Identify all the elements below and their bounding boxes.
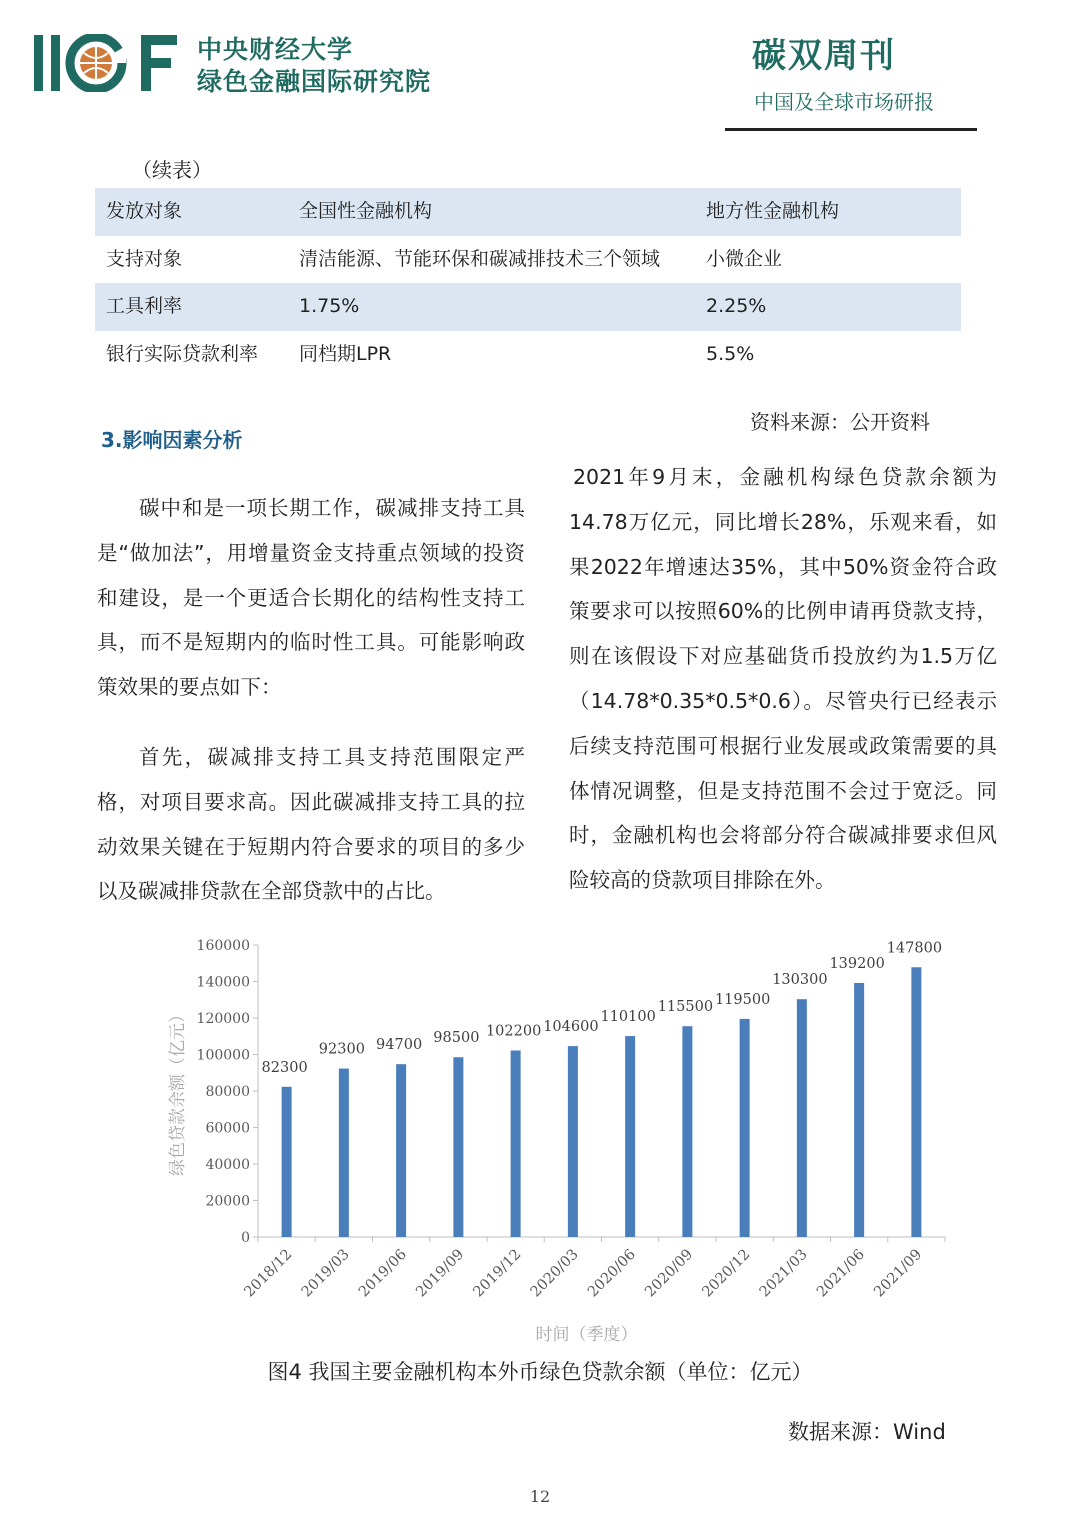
logo-bar-2 xyxy=(51,35,60,91)
x-tick-label: 2021/06 xyxy=(814,1246,868,1301)
institution-name-line1: 中央财经大学 xyxy=(197,35,354,64)
chart-bar xyxy=(282,1087,292,1237)
green-loan-bar-chart xyxy=(155,928,955,1348)
chart-bar xyxy=(625,1036,635,1237)
table-cell: 支持对象 xyxy=(106,247,183,270)
data-label: 92300 xyxy=(318,1041,365,1058)
y-tick-label: 0 xyxy=(241,1230,250,1246)
header-rule xyxy=(725,128,977,131)
x-tick-label: 2021/03 xyxy=(756,1246,811,1301)
y-tick-label: 60000 xyxy=(205,1120,250,1137)
y-tick-label: 80000 xyxy=(205,1084,250,1100)
data-label: 104600 xyxy=(543,1019,599,1036)
policy-comparison-table xyxy=(95,188,961,378)
table-cell: 全国性金融机构 xyxy=(299,200,433,222)
paragraph-2: 首先，碳减排支持工具支持范围限定严格，对项目要求高。因此碳减排支持工具的拉动效果关键在于短期内符合要求的项目的多少以及碳减排贷款在全部贷款中的占比。 xyxy=(97,745,525,904)
chart-bar xyxy=(396,1064,406,1237)
data-label: 139200 xyxy=(829,955,885,972)
table-cell: 1.75% xyxy=(299,295,360,317)
table-cell: 5.5% xyxy=(706,342,755,365)
figure-caption: 图4 我国主要金融机构本外币绿色贷款余额（单位：亿元） xyxy=(267,1360,813,1384)
data-label: 110100 xyxy=(600,1009,656,1026)
x-tick-label: 2019/06 xyxy=(356,1246,410,1301)
chart-bar xyxy=(682,1026,692,1237)
table-row xyxy=(95,283,961,331)
x-tick-label: 2019/09 xyxy=(413,1246,468,1301)
figure-source: 数据来源：Wind xyxy=(788,1420,946,1444)
chart-bar xyxy=(740,1019,750,1237)
y-tick-label: 100000 xyxy=(196,1047,250,1064)
x-tick-label: 2020/09 xyxy=(642,1246,697,1301)
y-axis-title: 绿色贷款余额（亿元） xyxy=(168,1006,188,1176)
chart-bar xyxy=(854,983,864,1237)
chart-bar xyxy=(911,967,921,1237)
table-cell: 发放对象 xyxy=(106,200,183,222)
iigf-logo xyxy=(34,34,184,92)
x-tick-label: 2020/03 xyxy=(527,1246,582,1301)
x-tick-label: 2019/12 xyxy=(470,1246,525,1301)
table-row xyxy=(95,236,961,284)
logo-f-mid xyxy=(141,58,171,68)
paragraph-1: 碳中和是一项长期工作，碳减排支持工具是“做加法”，用增量资金支持重点领域的投资和建设，是一个更适合长期化的结构性支持工具，而不是短期内的临时性工具。可能影响政策效果的要点如下： xyxy=(97,496,525,700)
table-row xyxy=(95,188,961,236)
publication-title: 碳双周刊 xyxy=(752,36,896,76)
chart-bar xyxy=(511,1050,521,1237)
x-tick-label: 2021/09 xyxy=(871,1246,926,1301)
table-source: 资料来源：公开资料 xyxy=(750,410,930,434)
data-label: 115500 xyxy=(657,999,714,1016)
data-label: 130300 xyxy=(772,972,828,989)
data-label: 147800 xyxy=(886,940,943,957)
table-cell: 清洁能源、节能环保和碳减排技术三个领域 xyxy=(299,247,661,270)
data-label: 102200 xyxy=(485,1023,542,1040)
x-tick-label: 2019/03 xyxy=(298,1246,353,1301)
y-tick-label: 20000 xyxy=(205,1193,250,1210)
publication-subtitle: 中国及全球市场研报 xyxy=(754,90,934,114)
table-row xyxy=(95,331,961,379)
data-label: 82300 xyxy=(261,1059,308,1076)
x-tick-label: 2018/12 xyxy=(241,1246,296,1301)
x-tick-label: 2020/06 xyxy=(585,1246,639,1301)
logo-f-top xyxy=(141,35,177,45)
y-tick-label: 120000 xyxy=(196,1011,250,1027)
x-axis-title: 时间（季度） xyxy=(535,1325,638,1345)
y-tick-label: 160000 xyxy=(196,938,250,954)
table-cell: 工具利率 xyxy=(106,295,183,317)
y-tick-label: 140000 xyxy=(196,974,250,991)
chart-bar xyxy=(568,1046,578,1237)
section-heading: 3.影响因素分析 xyxy=(101,428,243,452)
table-cell: 2.25% xyxy=(706,295,767,317)
y-tick-label: 40000 xyxy=(205,1157,250,1173)
chart-bar xyxy=(797,999,807,1237)
table-continued-label: （续表） xyxy=(132,158,212,182)
table-cell: 地方性金融机构 xyxy=(706,200,840,222)
chart-bar xyxy=(339,1069,349,1237)
logo-bar-1 xyxy=(34,35,43,91)
chart-bar xyxy=(453,1057,463,1237)
table-cell: 银行实际贷款利率 xyxy=(106,342,259,365)
x-tick-label: 2020/12 xyxy=(699,1246,754,1301)
data-label: 119500 xyxy=(714,991,771,1008)
table-cell: 同档期LPR xyxy=(299,342,392,365)
table-cell: 小微企业 xyxy=(706,247,783,270)
data-label: 94700 xyxy=(376,1037,423,1054)
paragraph-3: 2021年9月末，金融机构绿色贷款余额为14.78万亿元，同比增长28%，乐观来看，如果2022年增速达35%，其中50%资金符合政策要求可以按照60%的比例申请再贷款支持，则在该假设下对应基础货币投放约为1.5万亿（14.78*0.35*0.5*0.6）。尽管央行已经表示后续支持范围可根据行业发展或政策需要的具体情况调整，但是支持范围不会过于宽泛。同时，金融机构也会将部分符合碳减排要求但风险较高的贷款项目排除在外。 xyxy=(569,465,997,893)
institution-name-line2: 绿色金融国际研究院 xyxy=(197,67,432,96)
page-number: 12 xyxy=(529,1487,551,1506)
data-label: 98500 xyxy=(433,1030,480,1047)
